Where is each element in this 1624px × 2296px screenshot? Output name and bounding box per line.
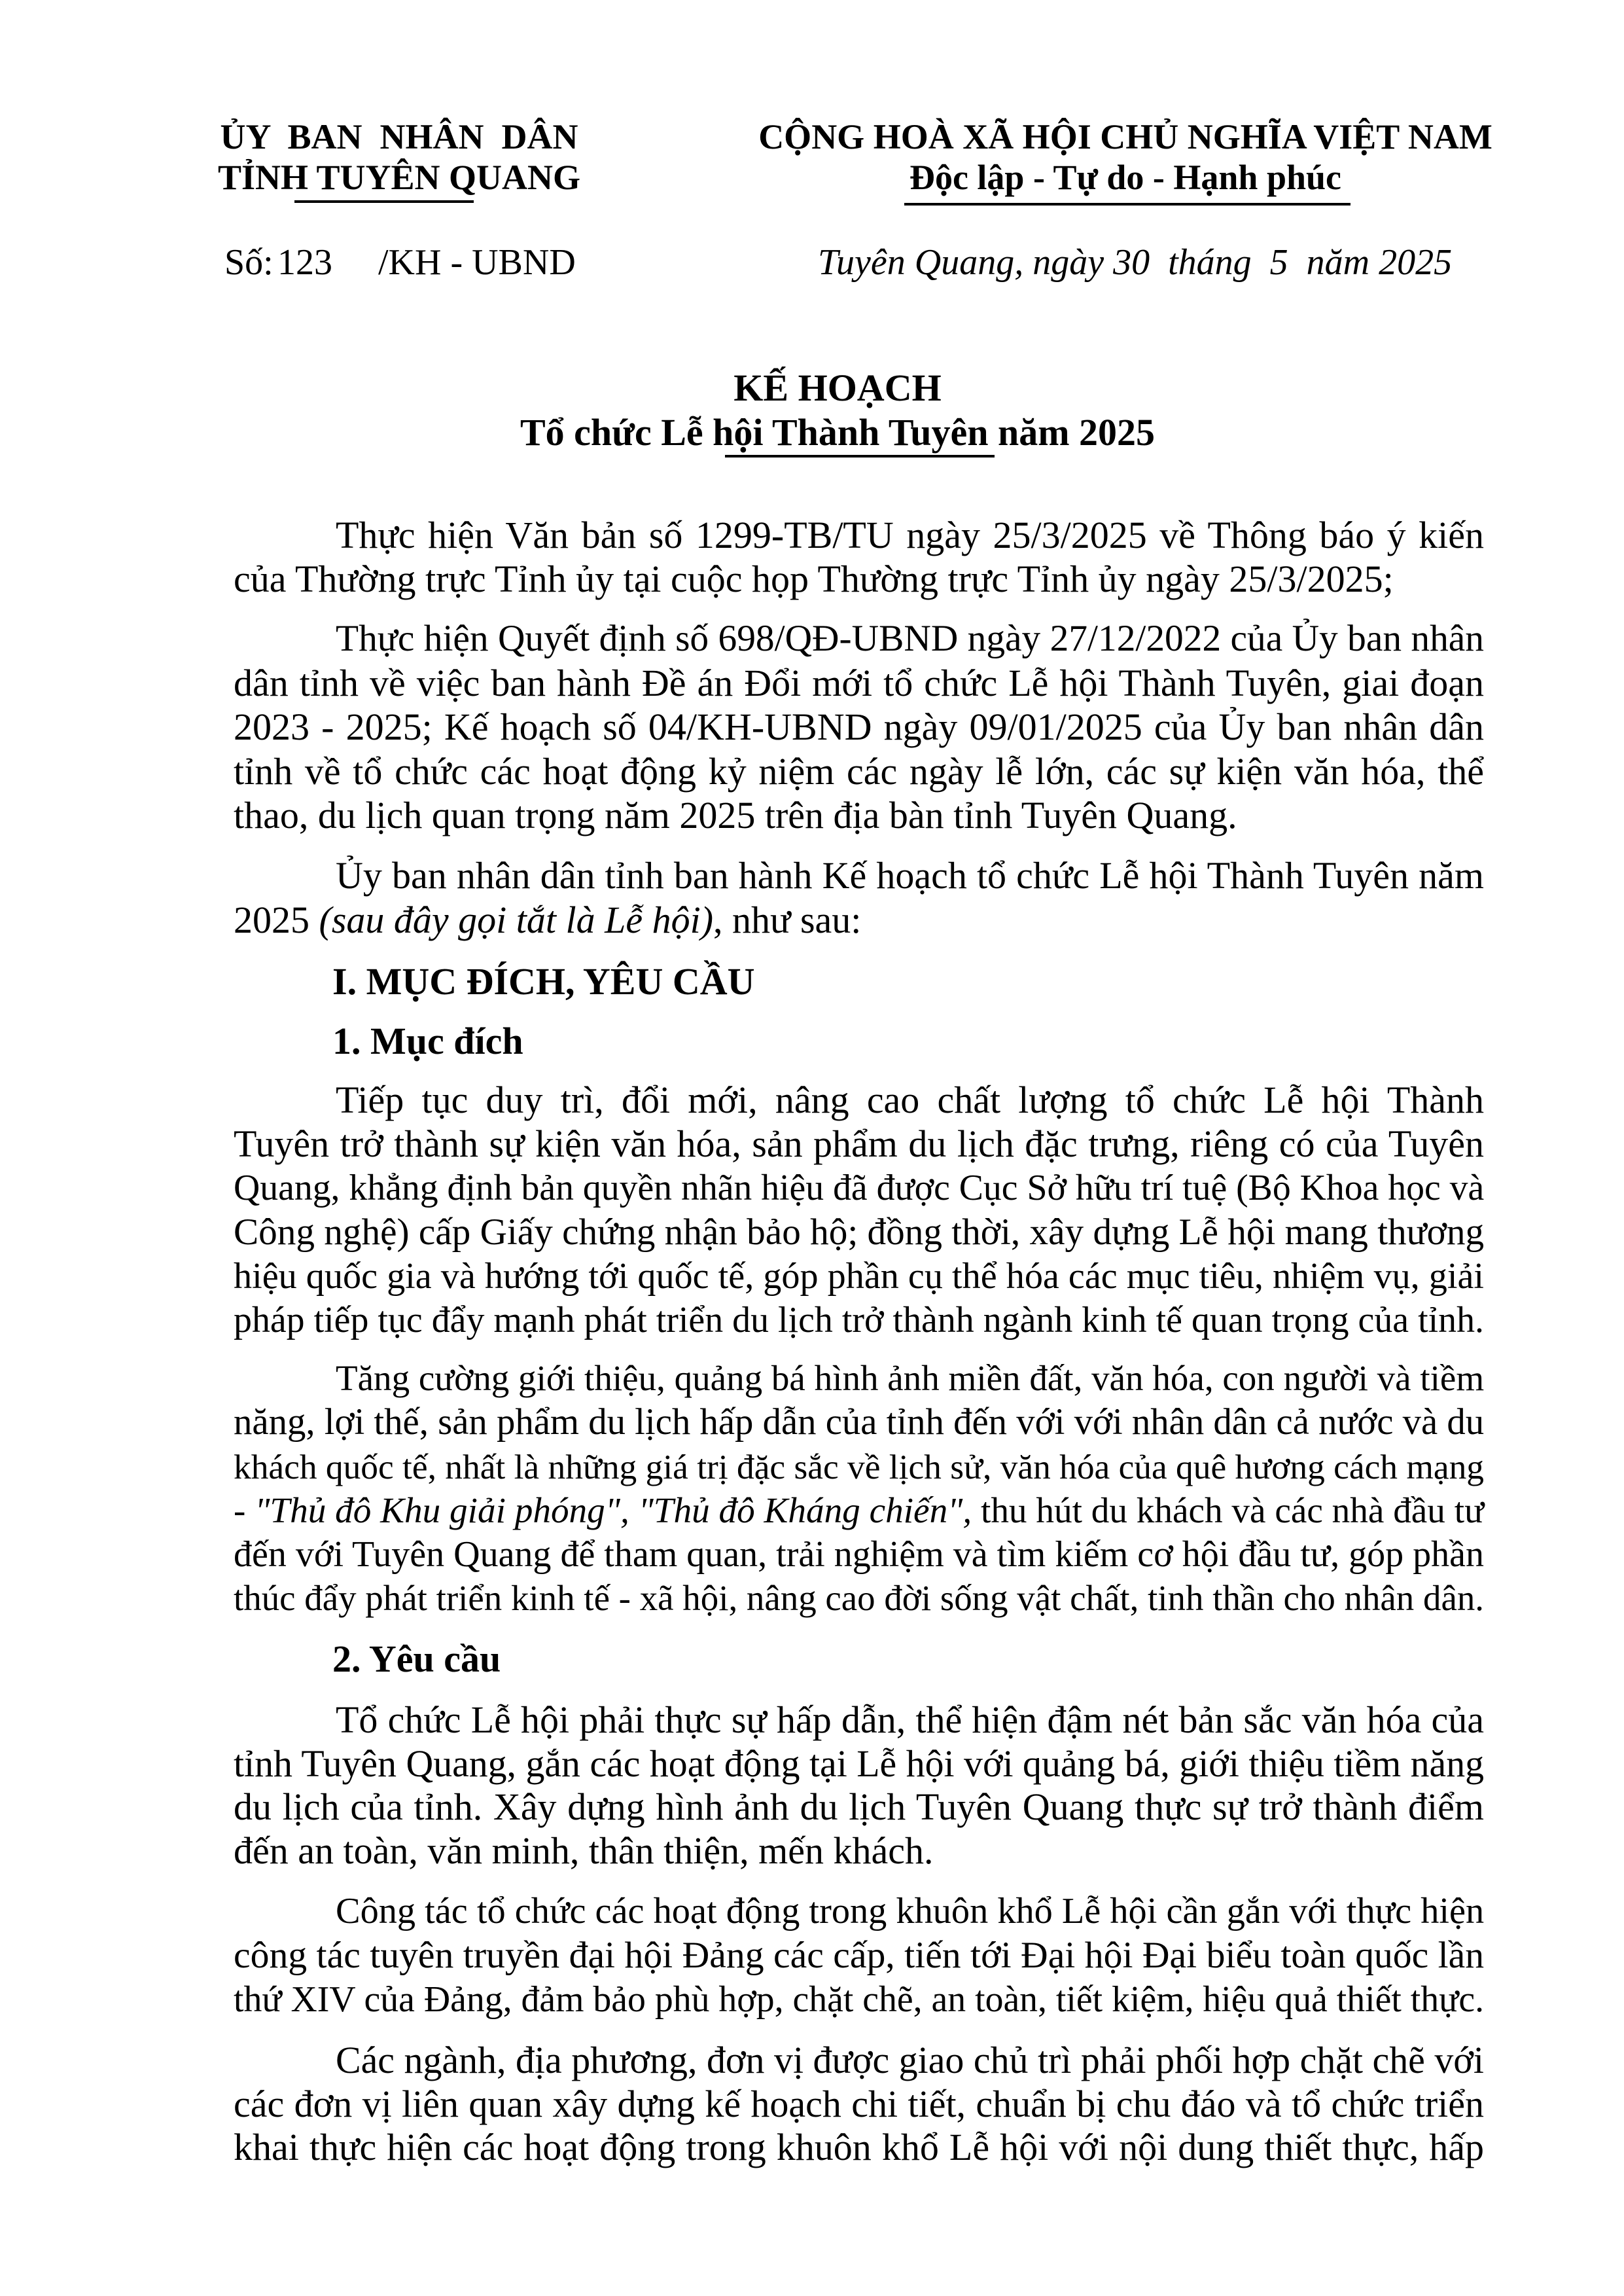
italic-note: (sau đây gọi tắt là Lễ hội) — [319, 899, 714, 941]
agency-name-line1: ỦY BAN NHÂN DÂN — [220, 117, 578, 156]
paragraph-line: tỉnh Tuyên Quang, gắn các hoạt động tại Lễ hội với quảng bá, giới thiệu tiềm năng — [234, 1742, 1484, 1785]
paragraph-line: của Thường trực Tỉnh ủy tại cuộc họp Thường trực Tỉnh ủy ngày 25/3/2025; — [234, 558, 1394, 600]
agency-name-line2: TỈNH TUYÊN QUANG — [217, 158, 581, 197]
paragraph-line: Tuyên trở thành sự kiện văn hóa, sản phẩm du lịch đặc trưng, riêng có của Tuyên — [234, 1122, 1484, 1165]
paragraph-line: pháp tiếp tục đẩy mạnh phát triển du lịch trở thành ngành kinh tế quan trọng của tỉnh. — [234, 1300, 1484, 1340]
doc-code: /KH - UBND — [378, 242, 576, 283]
paragraph-line: Tăng cường giới thiệu, quảng bá hình ảnh miền đất, văn hóa, con người và tiềm — [336, 1358, 1485, 1398]
paragraph-line: Ủy ban nhân dân tỉnh ban hành Kế hoạch tổ chức Lễ hội Thành Tuyên năm — [336, 854, 1484, 897]
paragraph-line: thao, du lịch quan trọng năm 2025 trên địa bàn tỉnh Tuyên Quang. — [234, 794, 1237, 836]
paragraph-line: Quang, khẳng định bản quyền nhãn hiệu đã được Cục Sở hữu trí tuệ (Bộ Khoa học và — [234, 1168, 1485, 1208]
paragraph-line: Tiếp tục duy trì, đổi mới, nâng cao chất lượng tổ chức Lễ hội Thành — [336, 1079, 1484, 1121]
paragraph-line: hiệu quốc gia và hướng tới quốc tế, góp phần cụ thể hóa các mục tiêu, nhiệm vụ, giải — [234, 1256, 1484, 1297]
paragraph-line: du lịch của tỉnh. Xây dựng hình ảnh du lịch Tuyên Quang thực sự trở thành điểm — [234, 1785, 1484, 1828]
motto-underline — [904, 203, 1350, 206]
paragraph-line: tỉnh về tổ chức các hoạt động kỷ niệm các ngày lễ lớn, các sự kiện văn hóa, thể — [234, 750, 1484, 793]
paragraph-line: các đơn vị liên quan xây dựng kế hoạch chi tiết, chuẩn bị chu đáo và tổ chức triển — [234, 2083, 1484, 2125]
title-underline — [725, 455, 995, 457]
text-segment: 2025 — [234, 899, 319, 941]
paragraph-line: thứ XIV của Đảng, đảm bảo phù hợp, chặt chẽ, an toàn, tiết kiệm, hiệu quả thiết thực. — [234, 1979, 1485, 2020]
section-heading: I. MỤC ĐÍCH, YÊU CẦU — [332, 960, 755, 1003]
national-motto: Độc lập - Tự do - Hạnh phúc — [909, 158, 1342, 197]
paragraph-line: Các ngành, địa phương, đơn vị được giao chủ trì phải phối hợp chặt chẽ với — [336, 2039, 1484, 2081]
italic-quote: "Thủ đô Khu giải phóng", "Thủ đô Kháng chiến", — [255, 1490, 972, 1530]
text-segment: , như sau: — [713, 899, 862, 941]
document-subtitle: Tổ chức Lễ hội Thành Tuyên năm 2025 — [520, 411, 1156, 454]
subsection-heading-purpose: 1. Mục đích — [332, 1020, 523, 1062]
paragraph-line: Tổ chức Lễ hội phải thực sự hấp dẫn, thể hiện đậm nét bản sắc văn hóa của — [336, 1698, 1484, 1741]
subsection-heading-requirements: 2. Yêu cầu — [332, 1638, 501, 1680]
text-segment: - — [234, 1490, 255, 1530]
paragraph-line: dân tỉnh về việc ban hành Đề án Đổi mới tổ chức Lễ hội Thành Tuyên, giai đoạn — [234, 662, 1484, 704]
paragraph-line: đến với Tuyên Quang để tham quan, trải nghiệm và tìm kiếm cơ hội đầu tư, góp phần — [234, 1534, 1484, 1575]
country-name: CỘNG HOÀ XÃ HỘI CHỦ NGHĨA VIỆT NAM — [758, 117, 1492, 156]
paragraph-line: Thực hiện Văn bản số 1299-TB/TU ngày 25/3/2025 về Thông báo ý kiến — [336, 514, 1484, 556]
text-segment: thu hút du khách và các nhà đầu tư — [972, 1490, 1484, 1530]
agency-underline — [294, 200, 474, 203]
document-title: KẾ HOẠCH — [733, 367, 942, 409]
paragraph-line: năng, lợi thế, sản phẩm du lịch hấp dẫn của tỉnh đến với với nhân dân cả nước và du — [234, 1401, 1485, 1443]
paragraph-line: 2023 - 2025; Kế hoạch số 04/KH-UBND ngày 09/01/2025 của Ủy ban nhân dân — [234, 706, 1484, 748]
paragraph-line: Công nghệ) cấp Giấy chứng nhận bảo hộ; đồng thời, xây dựng Lễ hội mang thương — [234, 1211, 1485, 1253]
paragraph-line — [234, 901, 1484, 939]
paragraph-line: khai thực hiện các hoạt động trong khuôn khổ Lễ hội với nội dung thiết thực, hấp — [234, 2126, 1484, 2168]
place-date: Tuyên Quang, ngày 30 tháng 5 năm 2025 — [818, 242, 1453, 283]
paragraph-line: thúc đẩy phát triển kinh tế - xã hội, nâng cao đời sống vật chất, tinh thần cho nhân dân. — [234, 1578, 1484, 1618]
paragraph-line: khách quốc tế, nhất là những giá trị đặc sắc về lịch sử, văn hóa của quê hương cách mạng — [234, 1447, 1484, 1486]
paragraph-line: đến an toàn, văn minh, thân thiện, mến khách. — [234, 1829, 934, 1872]
doc-number-label: Số: — [224, 242, 274, 283]
paragraph-line: Công tác tổ chức các hoạt động trong khuôn khổ Lễ hội cần gắn với thực hiện — [336, 1891, 1485, 1931]
doc-number: 123 — [277, 242, 332, 283]
paragraph-line: Thực hiện Quyết định số 698/QĐ-UBND ngày 27/12/2022 của Ủy ban nhân — [336, 618, 1484, 659]
paragraph-line — [234, 1492, 1484, 1530]
paragraph-line: công tác tuyên truyền đại hội Đảng các cấp, tiến tới Đại hội Đại biểu toàn quốc lần — [234, 1935, 1485, 1976]
